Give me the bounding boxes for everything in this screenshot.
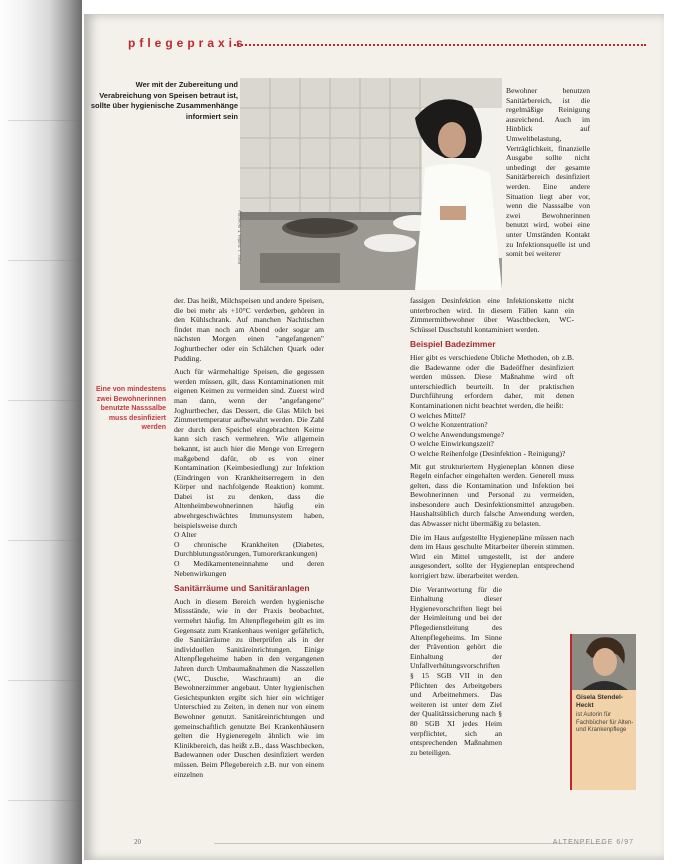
- page-number: 20: [134, 838, 141, 846]
- subheading: Sanitärräume und Sanitäranlagen: [174, 583, 310, 594]
- list-item: O welche Einwirkungszeit?: [410, 439, 494, 449]
- section-tag: pflegepraxis: [128, 36, 247, 50]
- photo-credit: Foto: J. Sattler, T. Nowotny: [237, 210, 242, 264]
- column-right: [410, 296, 574, 757]
- list-item: O welche Konzentration?: [410, 420, 488, 430]
- kitchen-photo: [237, 78, 502, 290]
- column-left: [174, 296, 324, 779]
- list-item: O welche Reihenfolge (Desinfektion - Reinigung)?: [410, 448, 566, 458]
- list-item: O Alter: [174, 530, 197, 540]
- author-description: ist Autorin für Fachbücher für Alten- und Krankenpflege: [576, 712, 634, 733]
- paragraph: Auch in diesem Bereich werden hygienische Missstände, wie in der Praxis beobachtet, vermehrt häufig. Im Altenpflegeheim gilt es im Gegensatz zum Krankenhaus weniger gefährlich, die Sanitärräume zu überprüfen als in der individuellen Sanitäreinrichtungen. Einige Altenpflegeheime haben in den vergangenen Jahren durch Umbaumaßnahmen die Nasszellen (WC, Dusche, Waschraum) an die Bewohnerzimmer angebaut. Unter hygienischen Gesichtspunkten ergibt sich hier ein wichtiger Unterschied zu Zeiten, in denen nur von einem Bewohner genutzt. Sanitäreinrichtungen und gemeinschaftlich genutzte Bei Krankenhäusern gelten die Hygieneregeln ähnlich wie im Klinikbereich, das heißt z.B., dass Waschbecken, Badewannen oder Duschen desinfiziert werden müssen. Beim Pflegebereich z.B. nur von einem einzelnen: [174, 596, 324, 779]
- paragraph: Mit gut strukturiertem Hygieneplan können diese Regeln einfacher eingehalten werden. Generell muss gelten, dass die Kontamination und Infektion bei Bewohnerinnen und Personal zu vermeiden, insbesondere auch Desinfektionsmittel anzugeben. Haushaltsüblich durch falsche Anwendung werden, das Abwasser nicht übermäßig zu belasten.: [410, 461, 574, 529]
- list-item: O welches Mittel?: [410, 410, 466, 420]
- book-spine: [0, 0, 82, 864]
- pull-quote: Eine von mindestens zwei Bewohnerinnen benutzte Nasssalbe muss desinfiziert werden: [95, 386, 166, 431]
- author-box: [570, 634, 636, 790]
- header-rule: [234, 44, 646, 46]
- author-photo: [572, 634, 636, 690]
- list-item: O chronische Krankheiten (Diabetes, Durchblutungsstörungen, Tumorerkrankungen): [174, 539, 324, 559]
- photo-caption: Wer mit der Zubereitung und Verabreichung von Speisen betraut ist, sollte über hygienische Zusammenhänge informiert sein: [90, 80, 238, 121]
- paragraph: Auch für wärmehaltige Speisen, die gegessen werden müssen, gilt, dass Kontaminationen mit eigenen Keimen zu vermeiden sind. Zuerst wird man dann, wenn der "angefangene" Joghurtbecher, das Dessert, die Glas Milch bei Zimmertemperatur aufbewahrt werden. Die Zahl der durch den Speichel eingebrachten Keime kann sich rasch vermehren. Wie allgemein bekannt, ist auch hier die Menge von Erregern maßgebend dafür, ob es von einer Kontamination (Keimbesiedlung) zur Infektion (Eindringen von Krankheitserregern in den Körper und nachfolgende Reaktion) kommt. Dabei ist zu denken, dass die Altenheimbewohnerinnen häufig ein abwehrgeschwächtes Immunsystem haben, beispielsweise durch: [174, 367, 324, 530]
- footer-issue: ALTENPFLEGE 6/97: [552, 839, 634, 846]
- footer-rule: [214, 843, 604, 844]
- paragraph: Die Verantwortung für die Einhaltung dieser Hygienevorschriften liegt bei der Heimleitung und bei der Pflegedienstleitung des Altenpflegeheims. Im Sinne der Prävention gehört die Einhaltung der Unfallverhütungsvorschriften § 15 SGB VII in den Pflichten des Arbeitgebers und Arbeitnehmers. Das weiteren ist unter dem Ziel der Qualitätssicherung nach § 80 SGB XI jedes Heim verpflichtet, sich an entsprechenden Maßnahmen zu beteiligen.: [410, 584, 502, 757]
- column-right-top: Bewohner benutzen Sanitärbereich, ist die regelmäßige Reinigung ausreichend. Auch im Hinblick auf Umweltbelastung, Verträglichkeit, finanzielle Ausgabe sollte nicht unbedingt der gesamte Sanitärbereich desinfiziert werden. Eine andere Situation liegt aber vor, wenn die Nasssalbe von zwei Bewohnerinnen benutzt wird, wobei eine unter Umständen Kontakt zu Infektionsquelle ist und somit bei weiterer: [506, 86, 590, 259]
- author-name: Gisela Stendel-Heckt: [576, 694, 623, 709]
- paragraph: der. Das heißt, Milchspeisen und andere Speisen, die bei mehr als +10°C verderben, gehören in den Kühlschrank. Auf manchen Nachtischen findet man noch am Abend oder sogar am nächsten Morgen einen "angefangenen" Joghurtbecher oder ein Schälchen Quark oder Pudding.: [174, 296, 324, 363]
- list-item: O Medikamenteneinnahme und deren Nebenwirkungen: [174, 559, 324, 578]
- subheading: Beispiel Badezimmer: [410, 339, 496, 350]
- list-item: O welche Anwendungsmenge?: [410, 429, 505, 439]
- paragraph: Die im Haus aufgestellte Hygienepläne müssen nach dem im Haus geschulte Mitarbeiter überein stimmen. Wird ein Mittel umgestellt, ist der andere ausgesondert, sollte der Hygieneplan entsprechend korrigiert bzw. überarbeitet werden.: [410, 532, 574, 581]
- magazine-page: [84, 14, 664, 860]
- paragraph: Hier gibt es verschiedene Übliche Methoden, ob z.B. die Badewanne oder die Badeöffner desinfiziert werden müssen. Diese Maßnahme wird oft unterschiedlich beurteilt. In der praktischen Durchführung erfordern daher, mit denen Kontaminationen nicht beachtet werden, die heißt:: [410, 352, 574, 410]
- paragraph: fassigen Desinfektion eine Infektionskette nicht unterbrochen wird. In diesem Fällen kann ein Zimmermitbewohner über Waschbecken, WC-Schüssel Duschstuhl kontaminiert werden.: [410, 296, 574, 334]
